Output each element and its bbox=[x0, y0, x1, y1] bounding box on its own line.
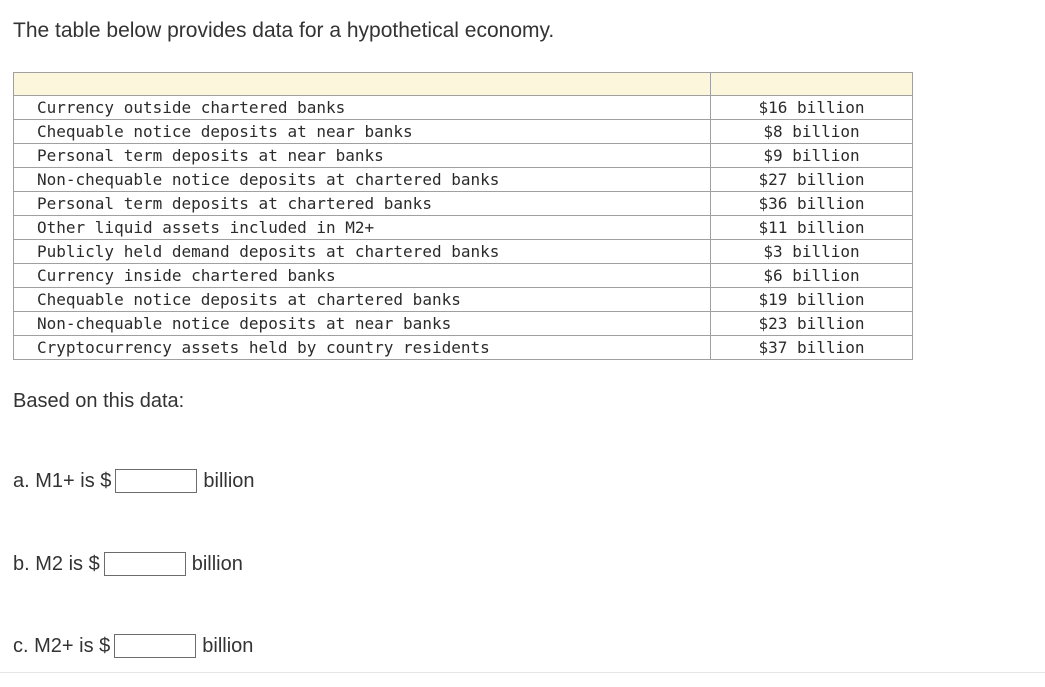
row-value: $3 billion bbox=[711, 240, 913, 264]
table-row bbox=[14, 288, 913, 312]
m2-plus-input[interactable] bbox=[114, 634, 196, 658]
table-row bbox=[14, 168, 913, 192]
row-value: $37 billion bbox=[711, 336, 913, 360]
row-value: $6 billion bbox=[711, 264, 913, 288]
bottom-divider bbox=[0, 672, 1045, 673]
table-row bbox=[14, 240, 913, 264]
question-a-unit: billion bbox=[203, 469, 255, 492]
header-cell-item bbox=[14, 73, 711, 96]
table-row bbox=[14, 120, 913, 144]
m2-input[interactable] bbox=[104, 552, 186, 576]
intro-text: The table below provides data for a hypothetical economy. bbox=[13, 19, 555, 42]
table-row bbox=[14, 312, 913, 336]
row-value: $36 billion bbox=[711, 192, 913, 216]
question-c bbox=[13, 632, 253, 660]
m1-plus-input[interactable] bbox=[115, 469, 197, 493]
question-a bbox=[13, 467, 255, 495]
row-value: $8 billion bbox=[711, 120, 913, 144]
row-item: Chequable notice deposits at near banks bbox=[14, 120, 711, 144]
row-item: Personal term deposits at chartered banks bbox=[14, 192, 711, 216]
table-row bbox=[14, 96, 913, 120]
economy-data-table bbox=[13, 72, 913, 360]
row-value: $11 billion bbox=[711, 216, 913, 240]
row-value: $9 billion bbox=[711, 144, 913, 168]
table-row bbox=[14, 192, 913, 216]
row-item: Personal term deposits at near banks bbox=[14, 144, 711, 168]
table-header-row bbox=[14, 73, 913, 96]
header-cell-value bbox=[711, 73, 913, 96]
table-row bbox=[14, 336, 913, 360]
table-row bbox=[14, 144, 913, 168]
table-row bbox=[14, 216, 913, 240]
row-item: Non-chequable notice deposits at near banks bbox=[14, 312, 711, 336]
row-item: Other liquid assets included in M2+ bbox=[14, 216, 711, 240]
row-value: $23 billion bbox=[711, 312, 913, 336]
question-c-label: c. M2+ is $ bbox=[13, 634, 111, 657]
row-value: $16 billion bbox=[711, 96, 913, 120]
row-item: Publicly held demand deposits at chartered banks bbox=[14, 240, 711, 264]
question-b-unit: billion bbox=[191, 552, 243, 575]
row-item: Cryptocurrency assets held by country residents bbox=[14, 336, 711, 360]
question-c-unit: billion bbox=[202, 634, 254, 657]
question-b bbox=[13, 550, 243, 578]
question-b-label: b. M2 is $ bbox=[13, 552, 100, 575]
prompt-text: Based on this data: bbox=[13, 390, 185, 412]
row-item: Non-chequable notice deposits at chartered banks bbox=[14, 168, 711, 192]
row-value: $19 billion bbox=[711, 288, 913, 312]
row-item: Currency outside chartered banks bbox=[14, 96, 711, 120]
row-item: Chequable notice deposits at chartered banks bbox=[14, 288, 711, 312]
table-row bbox=[14, 264, 913, 288]
row-item: Currency inside chartered banks bbox=[14, 264, 711, 288]
row-value: $27 billion bbox=[711, 168, 913, 192]
question-a-label: a. M1+ is $ bbox=[13, 469, 112, 492]
